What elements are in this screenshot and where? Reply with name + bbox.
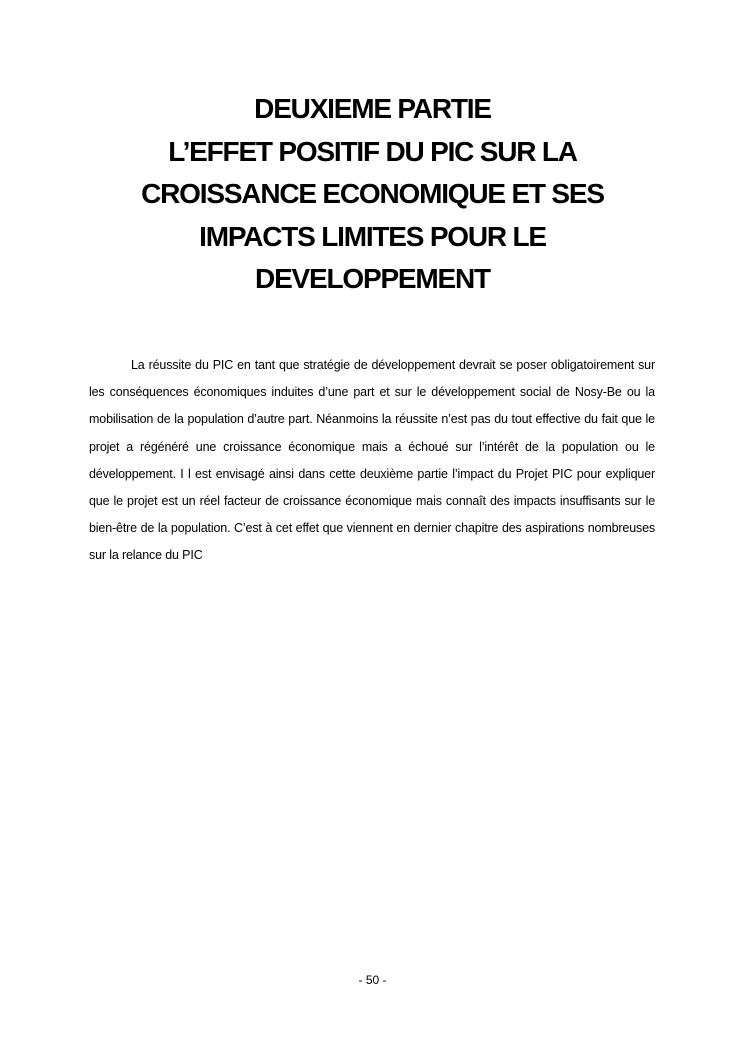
part-title-line-1: DEUXIEME PARTIE: [254, 93, 491, 124]
page-number: - 50 -: [358, 973, 387, 987]
intro-paragraph: La réussite du PIC en tant que stratégie de développement devrait se poser obligatoirement sur les conséquences économiques induites d’une part et sur le développement social de Nosy-Be ou la mobilisation de la population d’autre part. Néanmoins la réussite n’est pas du tout effective du fait que le projet a régénéré une croissance économique mais a échoué sur l’intérêt de la population ou le développement. I l est envisagé ainsi dans cette deuxième partie l’impact du Projet PIC pour expliquer que le projet est un réel facteur de croissance économique mais connaît des impacts insuffisants sur le bien-être de la population. C’est à cet effet que viennent en dernier chapitre des aspirations nombreuses sur la relance du PIC: [89, 358, 655, 563]
part-title-line-4: IMPACTS LIMITES POUR LE: [199, 220, 546, 252]
part-title-line-2: L’EFFET POSITIF DU PIC SUR LA: [168, 135, 577, 167]
part-title: [90, 88, 655, 301]
part-title-line-3: CROISSANCE ECONOMIQUE ET SES: [141, 178, 604, 209]
part-title-line-5: DEVELOPPEMENT: [255, 263, 490, 294]
